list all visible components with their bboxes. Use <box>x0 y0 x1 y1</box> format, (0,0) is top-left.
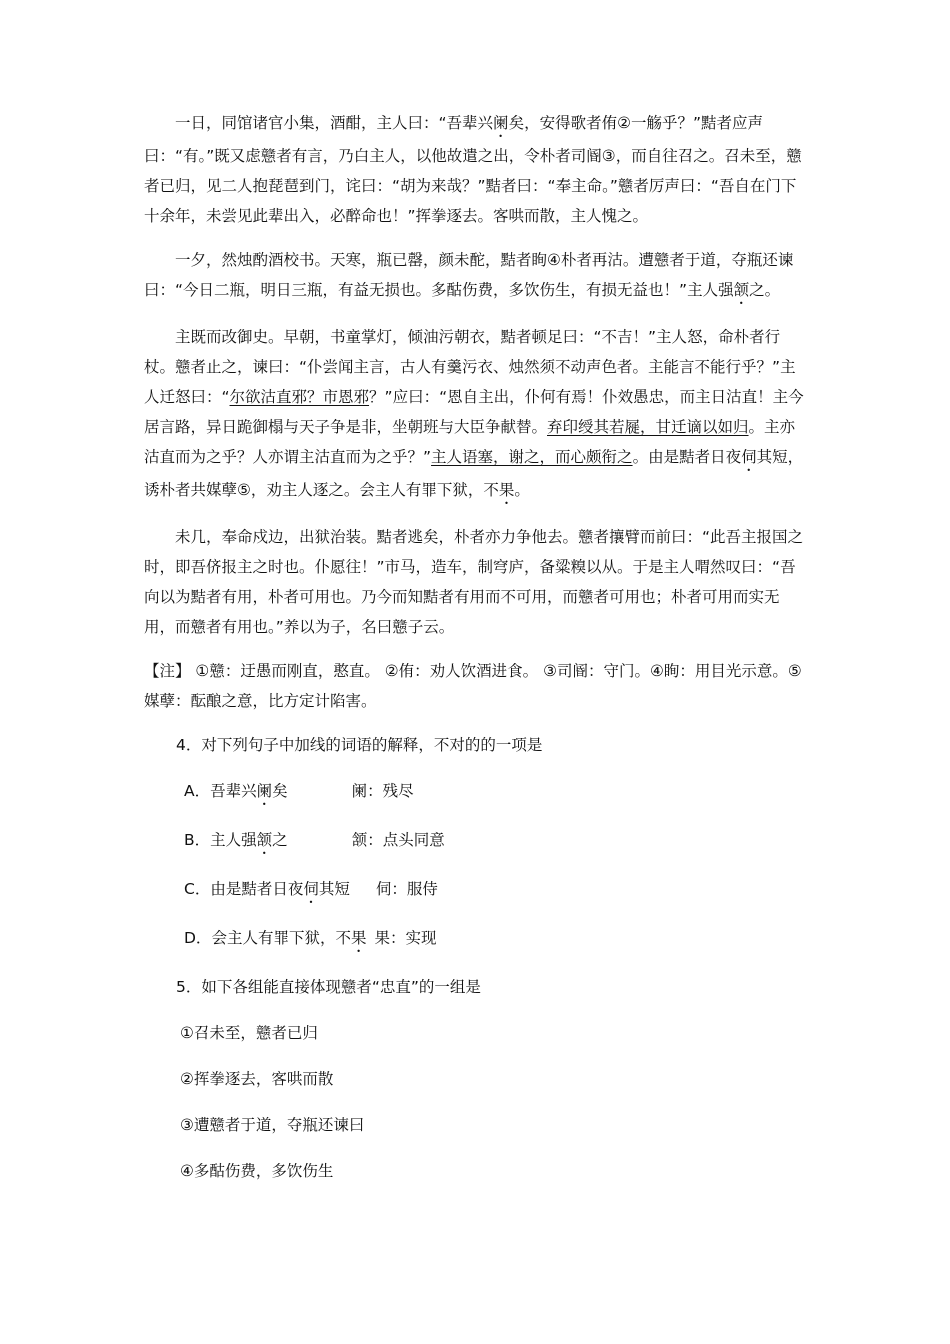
underlined-sentence: 弃印绶其若屣，甘迁谪以如归 <box>547 418 749 436</box>
text-span: 之。 <box>749 281 781 299</box>
question-5-item-1[interactable]: ①召未至，戆者已归 <box>180 1024 318 1042</box>
option-text: 其短 <box>318 880 350 898</box>
dotted-word: 伺 <box>303 880 319 898</box>
question-5-stem: 5．如下各组能直接体现戆者“忠直”的一组是 <box>176 978 481 996</box>
dotted-word: 颔 <box>733 281 750 299</box>
underlined-sentence: 主人语塞，谢之，而心颇衔之 <box>431 448 633 466</box>
option-gloss: 阑：残尽 <box>351 782 414 800</box>
option-text: 矣 <box>272 782 288 800</box>
question-4-option-a[interactable] <box>144 776 810 809</box>
underlined-sentence: 尔欲沽直邪？市恩邪 <box>229 388 370 406</box>
text-span: 一日，同馆诸官小集，酒酣，主人曰：“吾辈兴 <box>175 114 494 132</box>
option-letter: D． <box>184 929 212 947</box>
question-5-item-3[interactable]: ③遭戆者于道，夺瓶还谏曰 <box>180 1116 365 1134</box>
text-span: 。主亦沽直而为之乎？人亦谓主沽直而为之乎？” <box>144 418 796 466</box>
dotted-word: 颔 <box>256 831 273 849</box>
option-text: 之 <box>272 831 288 849</box>
option-gloss: 果：实现 <box>374 929 437 947</box>
question-4-option-c[interactable] <box>144 874 810 907</box>
question-4-stem: 4．对下列句子中加线的词语的解释，不对的的一项是 <box>176 736 543 754</box>
dotted-word: 果 <box>498 481 515 499</box>
text-span: 主既而改御史。早朝，书童掌灯，倾油污朝衣，黠者顿足曰：“不吉！”主人怒，命朴者行杖。戆者止之，谏曰：“仆尝闻主言，古人有羹污衣、烛然须不动声色者。主能言不能行乎？”主人迁怒曰：“ <box>144 328 796 406</box>
dotted-word: 阑 <box>256 782 273 800</box>
question-4-option-d[interactable] <box>144 923 810 956</box>
question-5-item-4[interactable]: ④多酤伤费，多饮伤生 <box>180 1162 334 1180</box>
option-gloss: 颔：点头同意 <box>351 831 445 849</box>
option-text: 主人强 <box>210 831 257 849</box>
passage-paragraph-4: 未几，奉命戍边，出狱治装。黠者逃矣，朴者亦力争他去。戆者攘臂而前曰：“此吾主报国之时，即吾侪报主之时也。仆愿往！”市马，造车，制穹庐，备粱糗以从。于是主人喟然叹曰：“吾向以为黠者有用，朴者可用也。乃今而知黠者有用而不可用，而戆者可用也；朴者可用而实无用，而戆者有用也。”养以为子，名曰戆子云。 <box>144 528 804 636</box>
option-text: 吾辈兴 <box>210 782 257 800</box>
option-letter: C． <box>184 880 211 898</box>
passage-paragraph-1 <box>144 108 810 231</box>
option-letter: B． <box>184 831 211 849</box>
text-span: 。由是黠者日夜 <box>632 448 742 466</box>
text-span: ？”应曰：“恩自主出，仆何有焉！仆效愚忠，而主日沽直！主今居言路，异日跪御榻与天子争是非，坐朝班与大臣争献替。 <box>144 388 804 436</box>
dotted-word: 果 <box>350 929 367 947</box>
text-span: 一夕，然烛酌酒校书。天寒，瓶已罄，颜未酡，黠者眴④朴者再沽。遭戆者于道，夺瓶还谏曰：“今日二瓶，明日三瓶，有益无损也。多酤伤费，多饮伤生，有损无益也！”主人强 <box>144 251 794 299</box>
dotted-word: 阑 <box>493 114 509 132</box>
passage-paragraph-3 <box>144 322 810 508</box>
dotted-word: 伺 <box>741 448 757 466</box>
text-span: 矣，安得歌者侑②一觞乎？”黠者应声曰：“有。”既又虑戆者有言，乃白主人，以他故遣之出，令朴者司阍③，而自往召之。召未至，戆者已归，见二人抱琵琶到门，诧曰：“胡为来哉？”黠者曰：“奉主命。”戆者厉声曰：“吾自在门下十余年，未尝见此辈出入，必醉命也！”挥拳逐去。客哄而散，主人愧之。 <box>144 114 802 225</box>
question-4-option-b[interactable] <box>144 825 810 858</box>
option-gloss: 伺：服侍 <box>375 880 438 898</box>
passage-paragraph-2 <box>144 245 810 308</box>
text-span: 。 <box>514 481 530 499</box>
option-text: 由是黠者日夜 <box>210 880 304 898</box>
option-text: 会主人有罪下狱，不 <box>211 929 351 947</box>
annotation-note: 【注】 ①戆：迂愚而刚直，憨直。 ②侑：劝人饮酒进食。 ③司阍：守门。④眴：用目光示意。⑤媒孽：酝酿之意，比方定计陷害。 <box>144 662 802 710</box>
text-span: 其短，诱朴者共媒孽⑤，劝主人逐之。会主人有罪下狱，不 <box>144 448 804 499</box>
document-page <box>144 108 810 1202</box>
question-5-item-2[interactable]: ②挥拳逐去，客哄而散 <box>180 1070 334 1088</box>
option-letter: A． <box>184 782 211 800</box>
